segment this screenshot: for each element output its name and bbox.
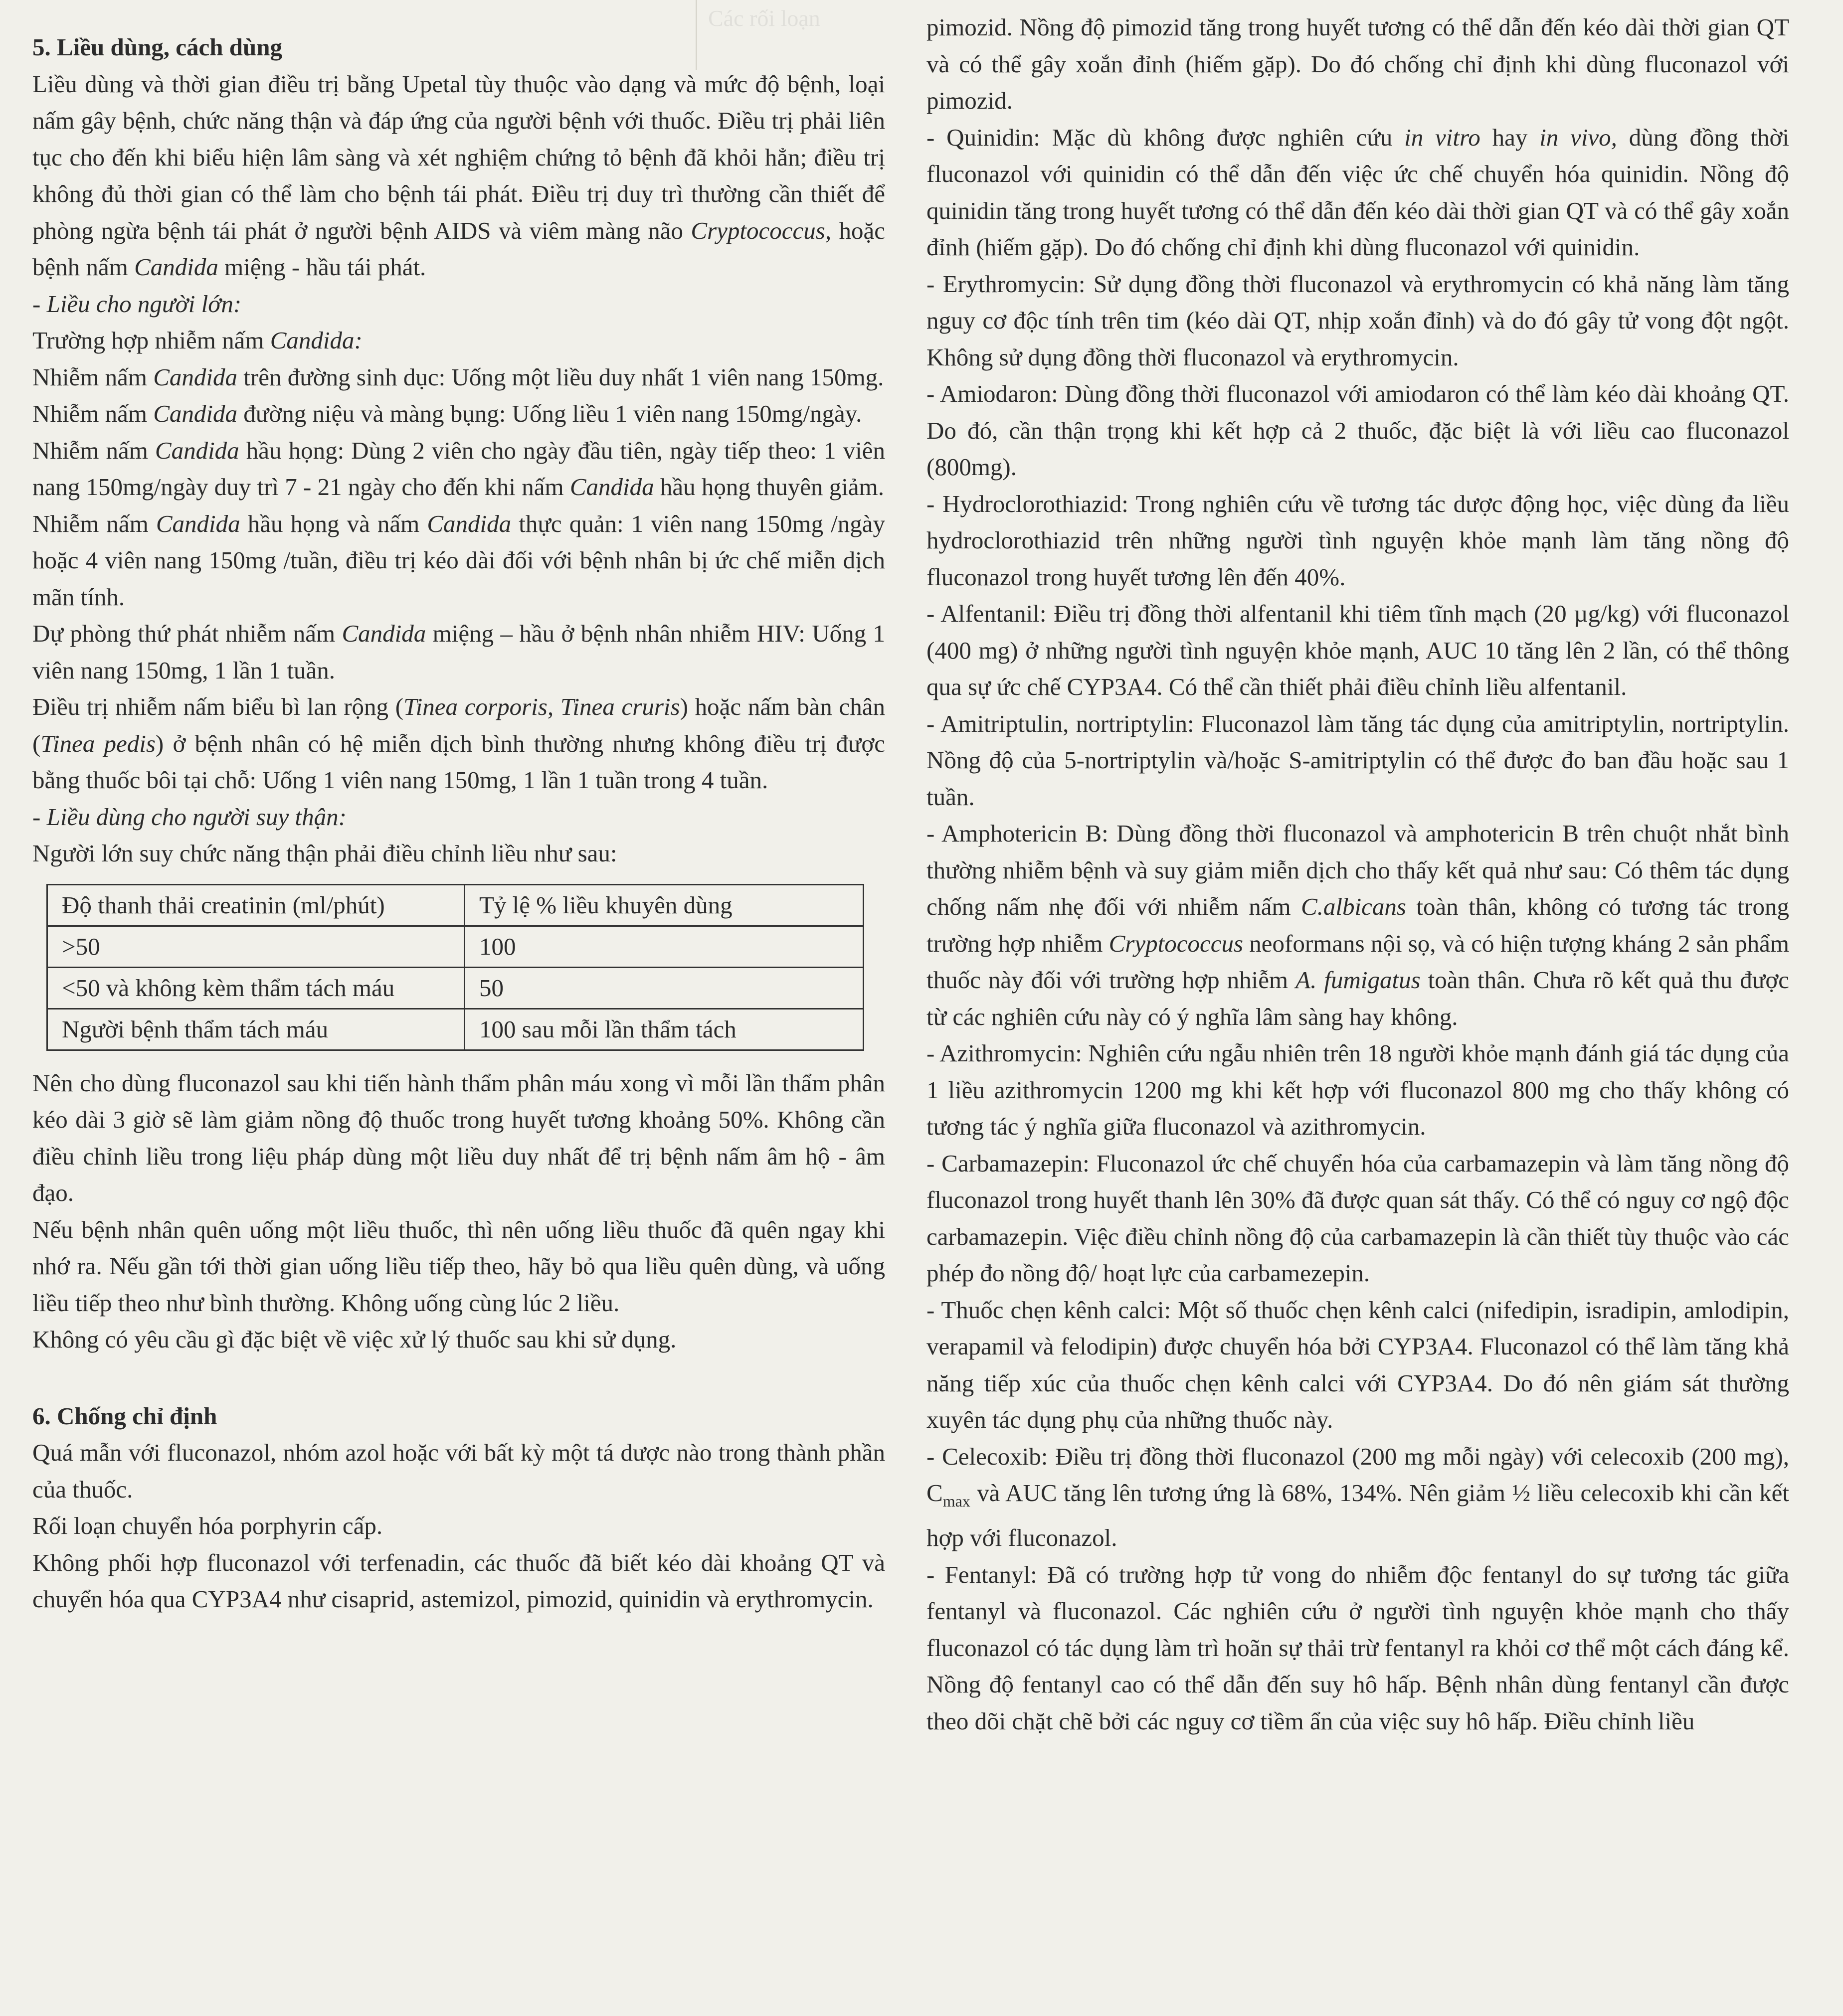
right-column bbox=[926, 0, 1789, 2016]
quinidin-paragraph: - Quinidin: Mặc dù không được nghiên cứu in vitro hay in vivo, dùng đồng thời fluconazol với quinidin có thể dẫn đến việc ức chế chuyển hóa quinidin. Nồng độ quinidin tăng trong huyết tương có thể dẫn đến kéo dài thời gian QT và có thể gây xoắn đỉnh (hiếm gặp). Do đó chống chỉ định khi dùng fluconazol với quinidin. bbox=[926, 123, 1789, 261]
disposal-paragraph: Không có yêu cầu gì đặc biệt về việc xử lý thuốc sau khi sử dụng. bbox=[32, 1326, 677, 1353]
renal-dose-table bbox=[46, 884, 864, 1051]
table-cell: 50 bbox=[465, 967, 864, 1008]
pimozid-paragraph: pimozid. Nồng độ pimozid tăng trong huyết tương có thể dẫn đến kéo dài thời gian QT và có thể gây xoắn đỉnh (hiếm gặp). Do đó chống chỉ định khi dùng fluconazol với pimozid. bbox=[926, 13, 1789, 114]
pharynx-candida-paragraph: Nhiễm nấm Candida hầu họng: Dùng 2 viên cho ngày đầu tiên, ngày tiếp theo: 1 viên nang 150mg/ngày duy trì 7 - 21 ngày cho đến khi nấm Candida hầu họng thuyên giảm. bbox=[32, 436, 885, 501]
table-header-cell: Độ thanh thải creatinin (ml/phút) bbox=[47, 884, 465, 926]
carbamazepin-paragraph: - Carbamazepin: Fluconazol ức chế chuyển hóa của carbamazepin và làm tăng nồng độ fluconazol trong huyết thanh lên 30% đã được quan sát thấy. Có thể có nguy cơ ngộ độc carbamazepin. Việc điều chỉnh nồng độ của carbamazepin là cần thiết tùy thuộc vào các phép đo nồng độ/ hoạt lực của carbamezepin. bbox=[926, 1149, 1789, 1287]
left-column bbox=[32, 0, 885, 2016]
table-cell: >50 bbox=[47, 926, 465, 967]
contraindication-1: Quá mẫn với fluconazol, nhóm azol hoặc với bất kỳ một tá dược nào trong thành phần của thuốc. bbox=[32, 1439, 885, 1503]
candida-case-heading: Trường hợp nhiễm nấm Candida: bbox=[32, 327, 363, 354]
urinary-candida-paragraph: Nhiễm nấm Candida đường niệu và màng bụng: Uống liều 1 viên nang 150mg/ngày. bbox=[32, 400, 862, 427]
table-row bbox=[47, 926, 864, 967]
table-cell: <50 và không kèm thẩm tách máu bbox=[47, 967, 465, 1008]
missed-dose-paragraph: Nếu bệnh nhân quên uống một liều thuốc, thì nên uống liều thuốc đã quên ngay khi nhớ ra. Nếu gần tới thời gian uống liều tiếp theo, hãy bỏ qua liều quên dùng, và uống liều tiếp theo như bình thường. Không uống cùng lúc 2 liều. bbox=[32, 1215, 885, 1317]
table-header-row bbox=[47, 884, 864, 926]
dialysis-paragraph: Nên cho dùng fluconazol sau khi tiến hành thẩm phân máu xong vì mỗi lần thẩm phân kéo dài 3 giờ sẽ làm giảm nồng độ thuốc trong huyết tương khoảng 50%. Không cần điều chỉnh liều trong liệu pháp dùng một liều duy nhất để trị bệnh nấm âm hộ - âm đạo. bbox=[32, 1069, 885, 1206]
amphotericin-paragraph: - Amphotericin B: Dùng đồng thời fluconazol và amphotericin B trên chuột nhắt bình thường nhiễm bệnh và suy giảm miễn dịch cho thấy kết quả như sau: Có thêm tác dụng chống nấm nhẹ đối với nhiễm nấm C.albicans toàn thân, không có tương tác trong trường hợp nhiễm Cryptococcus neoformans nội sọ, và có hiện tượng kháng 2 sản phẩm thuốc này đối với trường hợp nhiễm A. fumigatus toàn thân. Chưa rõ kết quả thu được từ các nghiên cứu này có ý nghĩa lâm sàng hay không. bbox=[926, 820, 1789, 1030]
renal-intro: Người lớn suy chức năng thận phải điều chỉnh liều như sau: bbox=[32, 840, 617, 867]
contraindication-2: Rối loạn chuyển hóa porphyrin cấp. bbox=[32, 1512, 383, 1539]
section-gap bbox=[32, 1358, 885, 1398]
table-cell: 100 sau mỗi lần thẩm tách bbox=[465, 1008, 864, 1050]
hydroclorothiazid-paragraph: - Hydroclorothiazid: Trong nghiên cứu về tương tác dược động học, việc dùng đa liều hydroclorothiazid trên những người tình nguyện khỏe mạnh làm tăng nồng độ fluconazol trong huyết tương lên đến 40%. bbox=[926, 490, 1789, 591]
table-cell: 100 bbox=[465, 926, 864, 967]
bleed-through-text: Các rối loạn bbox=[708, 5, 820, 31]
table-header-cell: Tỷ lệ % liều khuyên dùng bbox=[465, 884, 864, 926]
table-row bbox=[47, 1008, 864, 1050]
section-5-title: 5. Liều dùng, cách dùng bbox=[32, 33, 283, 61]
amitriptylin-paragraph: - Amitriptulin, nortriptylin: Fluconazol làm tăng tác dụng của amitriptylin, nortriptylin. Nồng độ của 5-nortriptylin và/hoặc S-amitriptylin có thể được đo ban đầu hoặc sau 1 tuần. bbox=[926, 709, 1789, 811]
section-6-title: 6. Chống chỉ định bbox=[32, 1402, 217, 1430]
contraindication-3: Không phối hợp fluconazol với terfenadin, các thuốc đã biết kéo dài khoảng QT và chuyển hóa qua CYP3A4 như cisaprid, astemizol, pimozid, quinidin và erythromycin. bbox=[32, 1548, 885, 1613]
table-cell: Người bệnh thẩm tách máu bbox=[47, 1008, 465, 1050]
celecoxib-paragraph: - Celecoxib: Điều trị đồng thời fluconazol (200 mg mỗi ngày) với celecoxib (200 mg), $C_{max}$ và AUC tăng lên tương ứng là 68%, 134%. Nên giảm ½ liều celecoxib khi cần kết hợp với fluconazol. bbox=[926, 1442, 1789, 1552]
hiv-prophylaxis-paragraph: Dự phòng thứ phát nhiễm nấm Candida miệng – hầu ở bệnh nhân nhiễm HIV: Uống 1 viên nang 150mg, 1 lần 1 tuần. bbox=[32, 620, 885, 684]
alfentanil-paragraph: - Alfentanil: Điều trị đồng thời alfentanil khi tiêm tĩnh mạch (20 µg/kg) với fluconazol (400 mg) ở những người tình nguyện khỏe mạnh, AUC 10 tăng lên 2 lần, có thể thông qua sự ức chế CYP3A4. Có thể cần thiết phải điều chỉnh liều alfentanil. bbox=[926, 600, 1789, 700]
azithromycin-paragraph: - Azithromycin: Nghiên cứu ngẫu nhiên trên 18 người khỏe mạnh đánh giá tác dụng của 1 liều azithromycin 1200 mg khi kết hợp với fluconazol 800 mg cho thấy không có tương tác ý nghĩa giữa fluconazol và azithromycin. bbox=[926, 1039, 1789, 1140]
tinea-paragraph: Điều trị nhiễm nấm biểu bì lan rộng (Tinea corporis, Tinea cruris) hoặc nấm bàn chân (Tinea pedis) ở bệnh nhân có hệ miễn dịch bình thường nhưng không điều trị được bằng thuốc bôi tại chỗ: Uống 1 viên nang 150mg, 1 lần 1 tuần trong 4 tuần. bbox=[32, 693, 885, 794]
genital-candida-paragraph: Nhiễm nấm Candida trên đường sinh dục: Uống một liều duy nhất 1 viên nang 150mg. bbox=[32, 363, 884, 391]
fentanyl-paragraph: - Fentanyl: Đã có trường hợp tử vong do nhiễm độc fentanyl do sự tương tác giữa fentanyl và fluconazol. Các nghiên cứu ở người tình nguyện khỏe mạnh cho thấy fluconazol có tác dụng làm trì hoãn sự thải trừ fentanyl ra khỏi cơ thể một cách đáng kể. Nồng độ fentanyl cao có thể dẫn đến suy hô hấp. Bệnh nhân dùng fentanyl cần được theo dõi chặt chẽ bởi các nguy cơ tiềm ẩn của việc suy hô hấp. Điều chỉnh liều bbox=[926, 1560, 1789, 1735]
table-row bbox=[47, 967, 864, 1008]
renal-dose-heading: - Liều dùng cho người suy thận: bbox=[32, 803, 347, 831]
erythromycin-paragraph: - Erythromycin: Sử dụng đồng thời fluconazol và erythromycin có khả năng làm tăng nguy cơ độc tính trên tim (kéo dài QT, nhịp xoắn đỉnh) và do đó gây tử vong đột ngột. Không sử dụng đồng thời fluconazol và erythromycin. bbox=[926, 270, 1789, 371]
dosage-intro-paragraph: Liều dùng và thời gian điều trị bằng Upetal tùy thuộc vào dạng và mức độ bệnh, loại nấm gây bệnh, chức năng thận và đáp ứng của người bệnh với thuốc. Điều trị phải liên tục cho đến khi biểu hiện lâm sàng và xét nghiệm chứng tỏ bệnh đã khỏi hẳn; điều trị không đủ thời gian có thể làm cho bệnh tái phát. Điều trị duy trì thường cần thiết để phòng ngừa bệnh tái phát ở người bệnh AIDS và viêm màng não Cryptococcus, hoặc bệnh nấm Candida miệng - hầu tái phát. bbox=[32, 70, 885, 281]
adult-dose-heading: - Liều cho người lớn: bbox=[32, 290, 242, 318]
amiodaron-paragraph: - Amiodaron: Dùng đồng thời fluconazol với amiodaron có thể làm kéo dài khoảng QT. Do đó, cần thận trọng khi kết hợp cả 2 thuốc, đặc biệt là với liều cao fluconazol (800mg). bbox=[926, 380, 1789, 481]
calcium-channel-blocker-paragraph: - Thuốc chẹn kênh calci: Một số thuốc chẹn kênh calci (nifedipin, isradipin, amlodipin, verapamil và felodipin) được chuyển hóa bởi CYP3A4. Fluconazol có thể làm tăng khả năng tiếp xúc của thuốc chẹn kênh calci với CYP3A4. Do đó nên giám sát thường xuyên tác dụng phụ của những thuốc này. bbox=[926, 1296, 1789, 1433]
esophagus-candida-paragraph: Nhiễm nấm Candida hầu họng và nấm Candida thực quản: 1 viên nang 150mg /ngày hoặc 4 viên nang 150mg /tuần, điều trị kéo dài đối với bệnh nhân bị ức chế miễn dịch mãn tính. bbox=[32, 509, 885, 611]
